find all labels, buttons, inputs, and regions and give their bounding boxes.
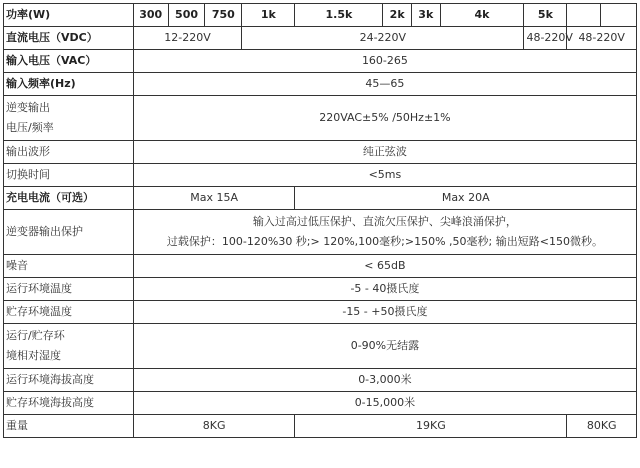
power-col-300: 300 (133, 4, 168, 27)
power-label: 功率(W) (4, 4, 134, 27)
power-col-4k: 4k (440, 4, 524, 27)
humidity-label-line1: 运行/贮存环 (6, 329, 65, 342)
protection-row (4, 210, 637, 255)
input-voltage-value: 160-265 (133, 50, 636, 73)
operating-altitude-label: 运行环境海拔高度 (4, 369, 134, 392)
storage-altitude-row (4, 392, 637, 415)
inverter-output-label-line1: 逆变输出 (6, 101, 50, 114)
weight-value: 19KG (295, 415, 567, 438)
charge-current-value: Max 15A (133, 187, 295, 210)
operating-temp-row (4, 278, 637, 301)
humidity-label (4, 324, 134, 369)
inverter-output-label (4, 96, 134, 141)
storage-altitude-value: 0-15,000米 (133, 392, 636, 415)
input-voltage-row (4, 50, 637, 73)
dc-voltage-value: 12-220V (133, 27, 241, 50)
humidity-label-line2: 境相对湿度 (6, 349, 61, 362)
dc-voltage-row (4, 27, 637, 50)
power-col-3k: 3k (411, 4, 440, 27)
noise-value: < 65dB (133, 255, 636, 278)
spec-table (3, 3, 637, 438)
charge-current-label: 充电电流（可选） (4, 187, 134, 210)
switch-time-label: 切换时间 (4, 164, 134, 187)
dc-voltage-value: 24-220V (242, 27, 524, 50)
input-frequency-row (4, 73, 637, 96)
weight-row (4, 415, 637, 438)
noise-label: 噪音 (4, 255, 134, 278)
dc-voltage-value: 48-220V (567, 27, 637, 50)
inverter-output-value: 220VAC±5% /50Hz±1% (133, 96, 636, 141)
power-col-750: 750 (205, 4, 242, 27)
switch-time-row (4, 164, 637, 187)
storage-altitude-label: 贮存环境海拔高度 (4, 392, 134, 415)
operating-temp-value: -5 - 40摄氏度 (133, 278, 636, 301)
operating-altitude-row (4, 369, 637, 392)
protection-label: 逆变器输出保护 (4, 210, 134, 255)
dc-voltage-value: 48-220V (524, 27, 567, 50)
input-voltage-label: 输入电压（VAC） (4, 50, 134, 73)
protection-value (133, 210, 636, 255)
storage-temp-row (4, 301, 637, 324)
header-row (4, 4, 637, 27)
output-waveform-label: 输出波形 (4, 141, 134, 164)
protection-line1: 输入过高过低压保护、直流欠压保护、尖峰浪涌保护， (252, 215, 517, 228)
inverter-output-label-line2: 电压/频率 (6, 121, 54, 134)
power-col-1-5k: 1.5k (295, 4, 383, 27)
weight-label: 重量 (4, 415, 134, 438)
humidity-value: 0-90%无结露 (133, 324, 636, 369)
input-frequency-label: 输入频率(Hz) (4, 73, 134, 96)
power-col-1k: 1k (242, 4, 295, 27)
protection-line2: 过载保护：100-120%30 秒;> 120%,100毫秒;>150% ,50毫秒; 输出短路<150微秒。 (166, 235, 603, 248)
operating-temp-label: 运行环境温度 (4, 278, 134, 301)
power-col-5k: 5k (524, 4, 567, 27)
humidity-row (4, 324, 637, 369)
switch-time-value: <5ms (133, 164, 636, 187)
storage-temp-value: -15 - +50摄氏度 (133, 301, 636, 324)
power-col-500: 500 (168, 4, 205, 27)
dc-voltage-label: 直流电压（VDC） (4, 27, 134, 50)
weight-value: 8KG (133, 415, 295, 438)
output-waveform-value: 纯正弦波 (133, 141, 636, 164)
charge-current-row (4, 187, 637, 210)
power-col-empty-2 (601, 4, 637, 27)
power-col-empty-1 (567, 4, 601, 27)
charge-current-value: Max 20A (295, 187, 637, 210)
noise-row (4, 255, 637, 278)
output-waveform-row (4, 141, 637, 164)
weight-value: 80KG (567, 415, 637, 438)
inverter-output-row (4, 96, 637, 141)
operating-altitude-value: 0-3,000米 (133, 369, 636, 392)
storage-temp-label: 贮存环境温度 (4, 301, 134, 324)
input-frequency-value: 45—65 (133, 73, 636, 96)
power-col-2k: 2k (383, 4, 412, 27)
